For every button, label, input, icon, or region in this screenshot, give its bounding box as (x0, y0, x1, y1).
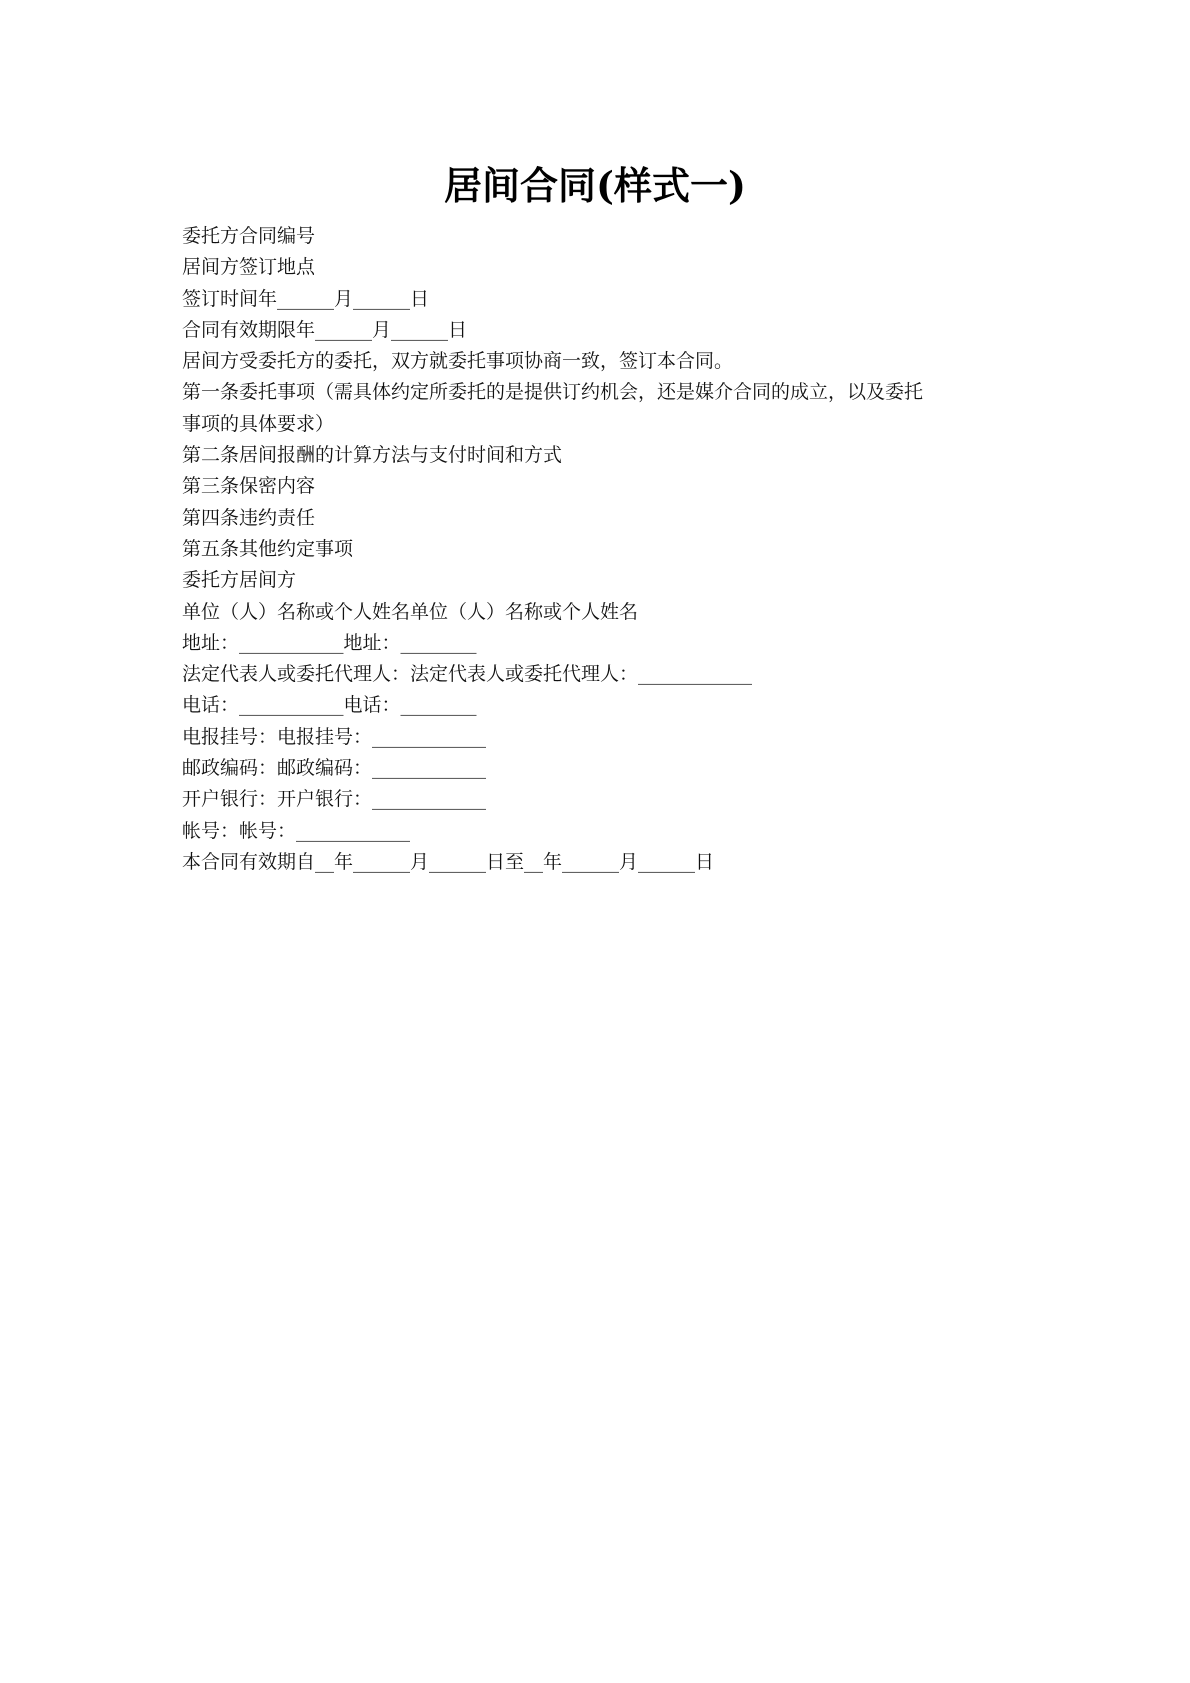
article-2-line: 第二条居间报酬的计算方法与支付时间和方式 (182, 444, 563, 467)
account-line: 帐号：帐号：____________ (182, 819, 411, 842)
contract-number-line: 委托方合同编号 (182, 225, 316, 247)
signing-date-line: 签订时间年______月______日 (182, 287, 430, 310)
document-body (182, 221, 1022, 878)
telegraph-line: 电报挂号：电报挂号：____________ (182, 725, 487, 748)
signing-place-line: 居间方签订地点 (182, 256, 316, 279)
validity-period-line: 合同有效期限年______月______日 (182, 318, 468, 341)
address-line: 地址：___________地址：________ (182, 631, 477, 654)
postal-code-line: 邮政编码：邮政编码：____________ (182, 757, 487, 780)
preamble-line: 居间方受委托方的委托，双方就委托事项协商一致，签订本合同。 (182, 350, 734, 373)
document-title: 居间合同(样式一) (444, 163, 746, 208)
bank-line: 开户银行：开户银行：____________ (182, 788, 487, 811)
article-3-line: 第三条保密内容 (182, 475, 316, 498)
article-5-line: 第五条其他约定事项 (182, 537, 354, 560)
article-1-line: 第一条委托事项（需具体约定所委托的是提供订约机会，还是媒介合同的成立，以及委托 (182, 381, 924, 404)
article-1-continued-line: 事项的具体要求） (182, 412, 335, 435)
article-4-line: 第四条违约责任 (182, 506, 316, 529)
parties-header-line: 委托方居间方 (182, 569, 297, 592)
phone-line: 电话：___________电话：________ (182, 694, 477, 717)
party-name-line: 单位（人）名称或个人姓名单位（人）名称或个人姓名 (182, 600, 639, 623)
effective-period-line: 本合同有效期自__年______月______日至__年______月______日 (182, 850, 715, 873)
legal-representative-line: 法定代表人或委托代理人：法定代表人或委托代理人：____________ (182, 663, 753, 686)
